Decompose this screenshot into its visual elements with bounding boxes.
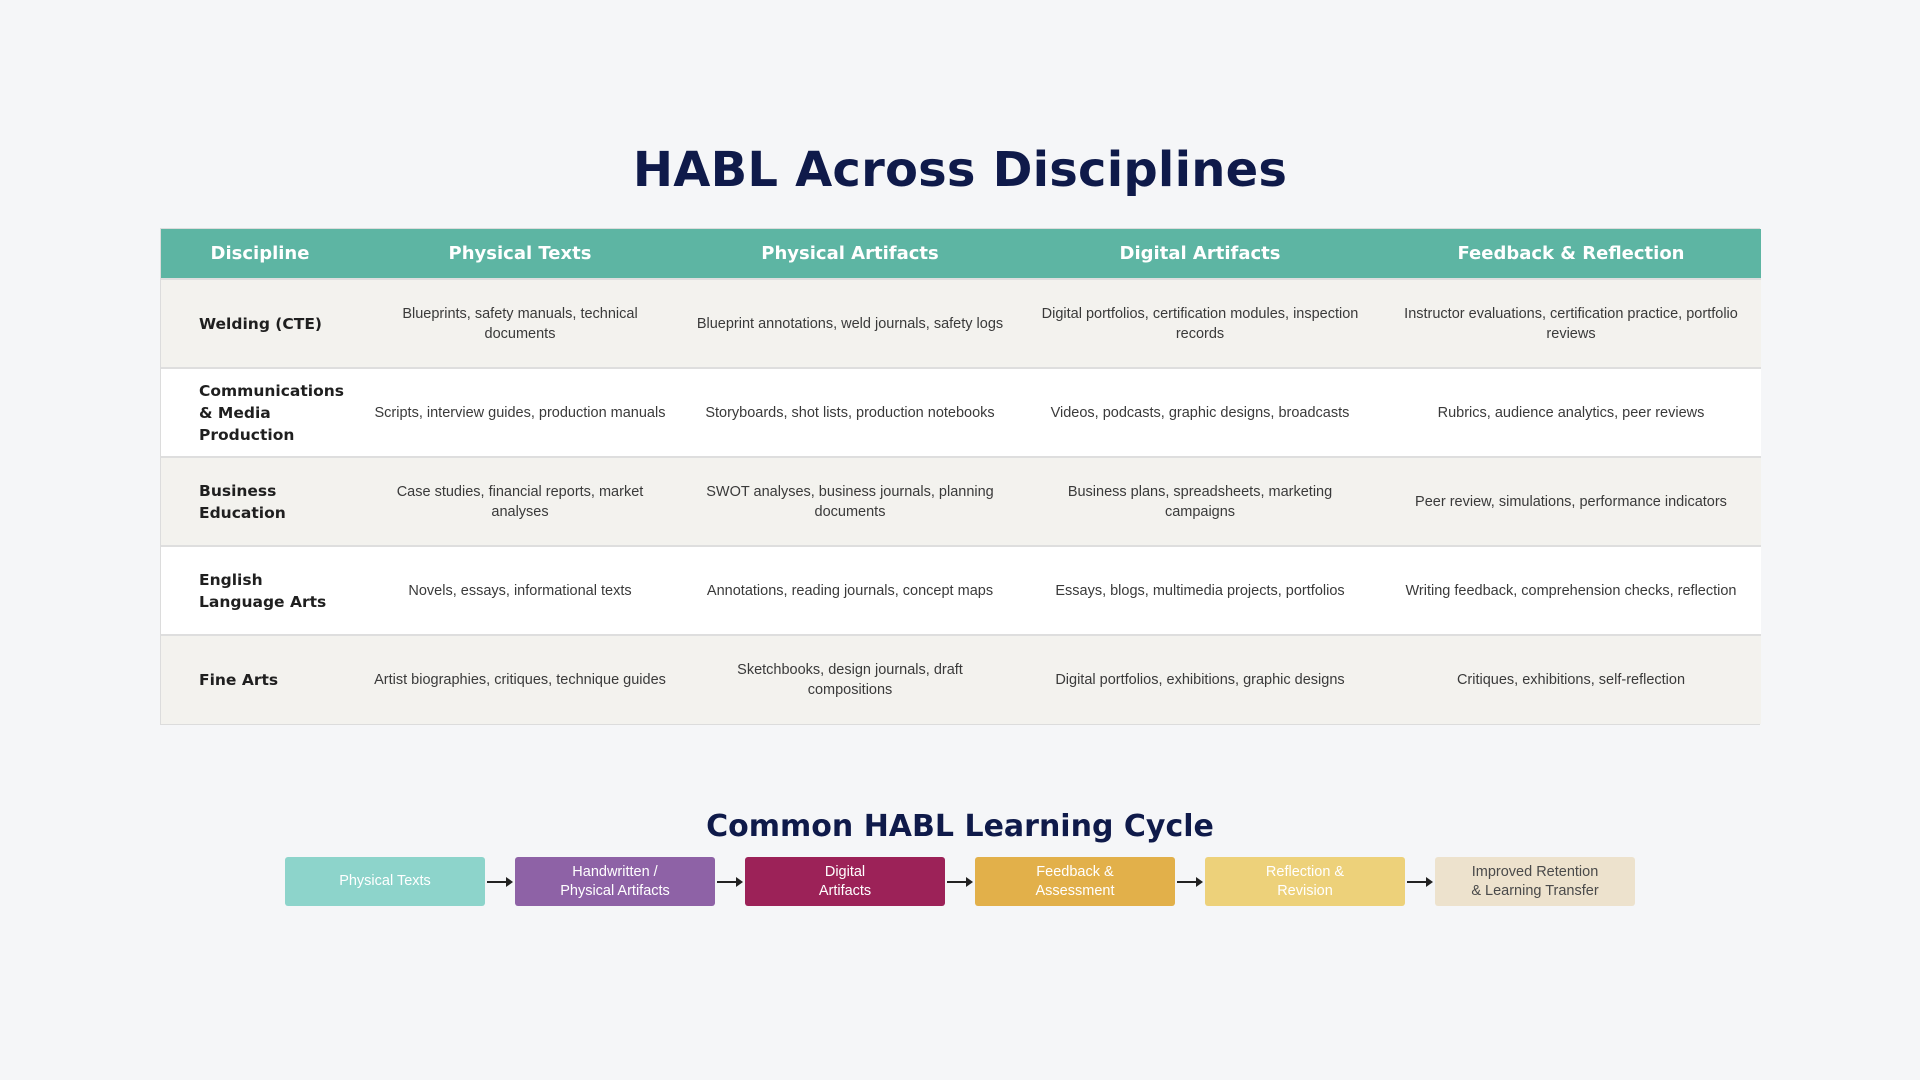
discipline-cell: Business Education	[199, 481, 286, 522]
header-physical-texts: Physical Texts	[359, 229, 681, 279]
physical-texts-cell: Artist biographies, critiques, technique guides	[374, 672, 666, 688]
disciplines-table	[160, 228, 1760, 725]
cycle-step-reflection-revision: Reflection & Revision	[1205, 857, 1405, 906]
physical-artifacts-cell: SWOT analyses, business journals, planning documents	[706, 483, 994, 520]
cycle-step-handwritten-artifacts: Handwritten / Physical Artifacts	[515, 857, 715, 906]
page-title: HABL Across Disciplines	[632, 142, 1288, 198]
digital-artifacts-cell: Digital portfolios, certification modules, inspection records	[1041, 305, 1359, 342]
physical-artifacts-cell: Sketchbooks, design journals, draft compositions	[737, 662, 963, 698]
physical-texts-cell: Case studies, financial reports, market analyses	[396, 483, 644, 520]
physical-texts-cell: Blueprints, safety manuals, technical documents	[402, 305, 638, 342]
feedback-reflection-cell: Peer review, simulations, performance indicators	[1415, 493, 1727, 510]
table-header-row	[161, 229, 1761, 279]
digital-artifacts-cell: Videos, podcasts, graphic designs, broadcasts	[1050, 404, 1350, 421]
cycle-title: Common HABL Learning Cycle	[706, 809, 1214, 844]
physical-artifacts-cell: Storyboards, shot lists, production notebooks	[705, 404, 995, 421]
physical-texts-cell: Novels, essays, informational texts	[408, 582, 632, 599]
feedback-reflection-cell: Writing feedback, comprehension checks, reflection	[1405, 582, 1737, 599]
digital-artifacts-cell: Business plans, spreadsheets, marketing campaigns	[1067, 483, 1333, 520]
cycle-step-digital-artifacts: Digital Artifacts	[745, 857, 945, 906]
header-digital-artifacts: Digital Artifacts	[1019, 229, 1381, 279]
digital-artifacts-cell: Digital portfolios, exhibitions, graphic designs	[1055, 672, 1345, 688]
digital-artifacts-cell: Essays, blogs, multimedia projects, portfolios	[1055, 582, 1345, 599]
header-discipline: Discipline	[161, 229, 359, 279]
cycle-step-feedback-assessment: Feedback & Assessment	[975, 857, 1175, 906]
arrow-right-icon	[1175, 857, 1205, 906]
learning-cycle-flow	[285, 857, 1635, 906]
table-row	[161, 457, 1761, 546]
header-physical-artifacts: Physical Artifacts	[681, 229, 1019, 279]
physical-artifacts-cell: Blueprint annotations, weld journals, safety logs	[696, 315, 1004, 332]
discipline-cell: Welding (CTE)	[199, 314, 323, 333]
table-row	[161, 368, 1761, 457]
cycle-step-physical-texts: Physical Texts	[285, 857, 485, 906]
header-feedback-reflection: Feedback & Reflection	[1381, 229, 1761, 279]
physical-texts-cell: Scripts, interview guides, production manuals	[374, 404, 666, 421]
table-row	[161, 279, 1761, 368]
feedback-reflection-cell: Rubrics, audience analytics, peer reviews	[1437, 404, 1705, 421]
table-row	[161, 635, 1761, 724]
arrow-right-icon	[1405, 857, 1435, 906]
discipline-cell: Communications & Media Production	[199, 381, 344, 444]
arrow-right-icon	[485, 857, 515, 906]
cycle-step-improved-retention: Improved Retention & Learning Transfer	[1435, 857, 1635, 906]
discipline-cell: English Language Arts	[199, 570, 327, 611]
discipline-cell: Fine Arts	[199, 671, 279, 689]
arrow-right-icon	[945, 857, 975, 906]
physical-artifacts-cell: Annotations, reading journals, concept maps	[706, 582, 994, 599]
feedback-reflection-cell: Instructor evaluations, certification practice, portfolio reviews	[1404, 305, 1738, 342]
table-row	[161, 546, 1761, 635]
arrow-right-icon	[715, 857, 745, 906]
feedback-reflection-cell: Critiques, exhibitions, self-reflection	[1456, 672, 1686, 688]
